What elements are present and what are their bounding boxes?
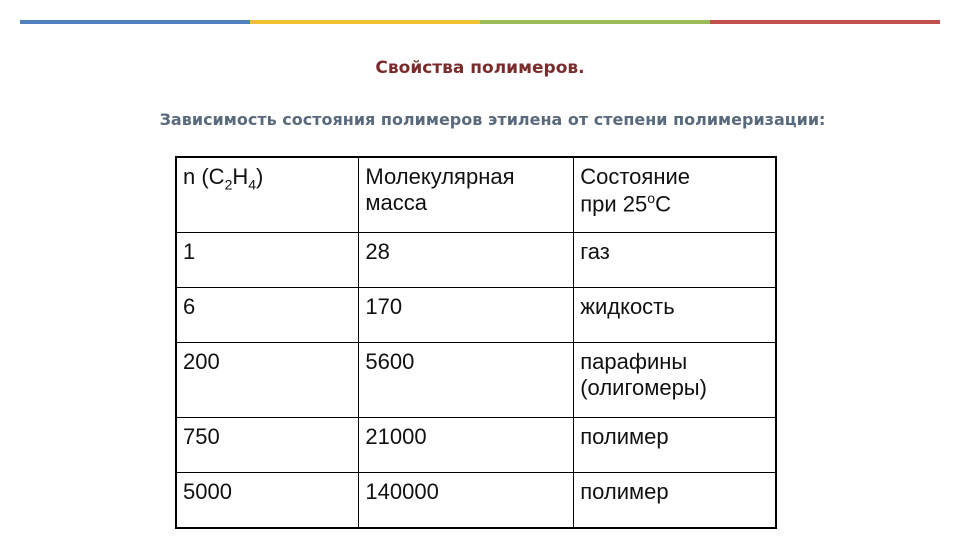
cell-state: газ (574, 233, 776, 288)
header-state-line2-pre: при 25 (580, 191, 648, 217)
table-header-row (176, 157, 776, 233)
cell-state-line1: парафины (580, 349, 688, 374)
accent-bar (20, 20, 940, 24)
header-state-line1: Состояние (580, 164, 691, 189)
cell-state: жидкость (574, 288, 776, 343)
cell-n: 5000 (176, 473, 359, 529)
header-state (574, 157, 776, 233)
polymer-properties-table (175, 156, 777, 529)
cell-n: 1 (176, 233, 359, 288)
cell-mass: 21000 (359, 418, 574, 473)
header-state-line2-post: С (655, 191, 671, 217)
cell-mass: 5600 (359, 343, 574, 418)
header-n (176, 157, 359, 233)
table-row (176, 418, 776, 473)
header-n-sub2: 4 (248, 176, 257, 193)
header-mass-line1: Молекулярная (365, 164, 515, 189)
header-molecular-mass (359, 157, 574, 233)
table-row (176, 473, 776, 529)
cell-n: 750 (176, 418, 359, 473)
slide-title: Свойства полимеров. (375, 58, 585, 78)
header-mass-line2: масса (365, 190, 428, 216)
table-row (176, 288, 776, 343)
cell-n: 200 (176, 343, 359, 418)
cell-mass: 140000 (359, 473, 574, 529)
accent-segment-green (480, 20, 710, 24)
cell-state: полимер (574, 473, 776, 529)
accent-segment-red (710, 20, 940, 24)
header-n-sub1: 2 (224, 176, 233, 193)
slide-subtitle: Зависимость состояния полимеров этилена от степени полимеризации: (159, 110, 826, 129)
cell-state: полимер (574, 418, 776, 473)
table-row (176, 233, 776, 288)
cell-mass: 170 (359, 288, 574, 343)
header-n-prefix: n (C (183, 164, 225, 189)
header-n-suffix: ) (256, 164, 264, 189)
cell-state-line2: (олигомеры) (580, 375, 707, 401)
table-row (176, 343, 776, 418)
accent-segment-blue (20, 20, 250, 24)
cell-n: 6 (176, 288, 359, 343)
accent-segment-yellow (250, 20, 480, 24)
cell-mass: 28 (359, 233, 574, 288)
cell-state (574, 343, 776, 418)
header-state-degree: о (647, 190, 656, 207)
header-n-mid: H (232, 164, 249, 189)
